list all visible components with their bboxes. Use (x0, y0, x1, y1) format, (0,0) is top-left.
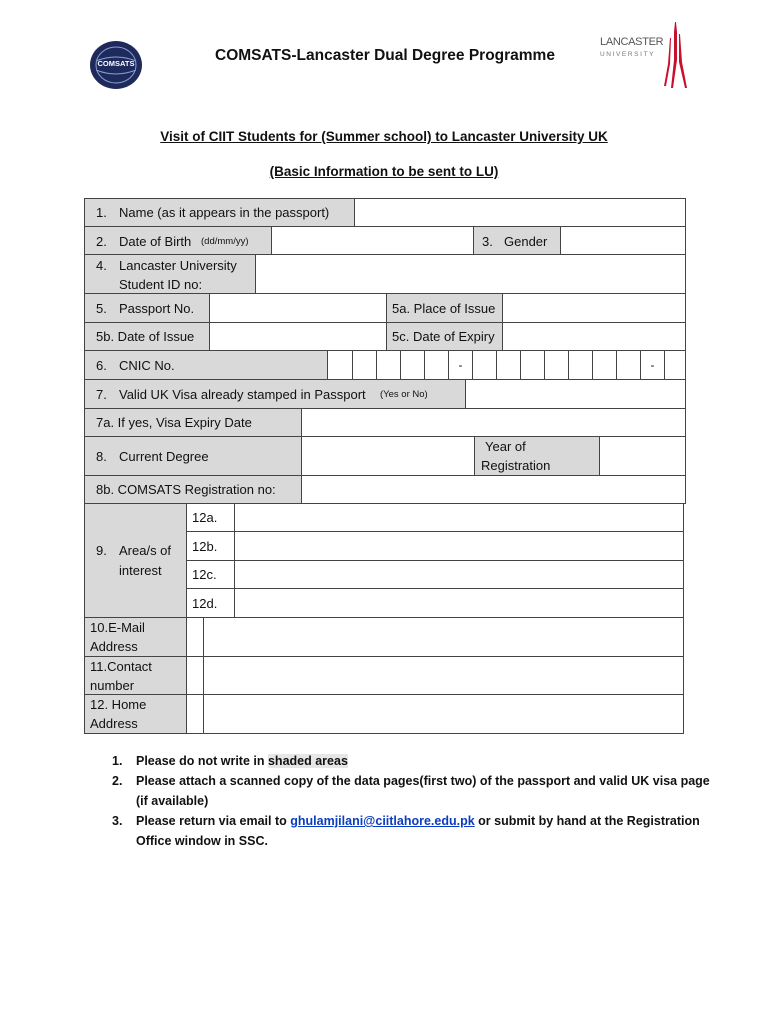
interest-field-12d[interactable] (234, 588, 684, 618)
year-label-line2: Registration (481, 458, 551, 473)
year-field[interactable] (599, 436, 686, 476)
cnic-digit-box[interactable] (521, 351, 545, 379)
name-field[interactable] (354, 198, 686, 227)
degree-number: 8. (96, 449, 107, 464)
visaexp-field[interactable] (301, 408, 686, 437)
gender-field[interactable] (560, 226, 686, 255)
reg-label: 8b. COMSATS Registration no: (96, 482, 276, 497)
visaexp-label-cell (84, 408, 302, 437)
dob-label: Date of Birth (119, 234, 192, 249)
interest-label-line1: Area/s of (119, 543, 172, 558)
cnic-separator: - (449, 351, 473, 379)
contact-spacer-cell (186, 656, 204, 695)
place-label-cell (386, 293, 503, 323)
subtitle-visit: Visit of CIIT Students for (Summer school) to Lancaster University UK (160, 129, 608, 144)
passport-label: Passport No. (119, 301, 195, 316)
year-label-line1: Year of (485, 439, 526, 454)
interest-row-12c-label (186, 560, 235, 589)
interest-label-cell (84, 503, 187, 618)
cnic-field[interactable] (327, 350, 686, 380)
visaexp-label: 7a. If yes, Visa Expiry Date (96, 415, 252, 430)
studentid-number: 4. (96, 258, 107, 273)
note-1-text (136, 751, 348, 771)
interest-row-label: 12b. (192, 539, 218, 554)
note-3-suffix: or submit by hand at the Registration (474, 814, 700, 828)
interest-number: 9. (96, 543, 107, 558)
passport-field[interactable] (209, 293, 387, 323)
email-spacer-cell (186, 617, 204, 657)
note-3-prefix: Please return via email to (136, 814, 291, 828)
interest-row-label: 12d. (192, 596, 218, 611)
gender-label-cell (473, 226, 561, 255)
reg-field[interactable] (301, 475, 686, 504)
name-number: 1. (96, 205, 107, 220)
studentid-field[interactable] (255, 254, 686, 294)
degree-label: Current Degree (119, 449, 209, 464)
visa-number: 7. (96, 387, 107, 402)
interest-field-12b[interactable] (234, 531, 684, 561)
address-label-cell (84, 694, 187, 734)
studentid-label-line2: Student ID no: (119, 277, 203, 292)
note-3-line2: Office window in SSC. (136, 834, 268, 848)
contact-label-line1: 11.Contact (90, 659, 152, 674)
visa-label: Valid UK Visa already stamped in Passport (119, 387, 366, 402)
cnic-digit-box[interactable] (665, 351, 687, 379)
cnic-digit-box[interactable] (569, 351, 593, 379)
note-2-line2: (if available) (136, 794, 209, 808)
contact-field[interactable] (203, 656, 684, 695)
note-1-prefix: Please do not write in (136, 754, 268, 768)
cnic-digit-box[interactable] (425, 351, 449, 379)
email-link[interactable]: ghulamjilani@ciitlahore.edu.pk (290, 814, 475, 828)
doe-label: 5c. Date of Expiry (392, 329, 495, 344)
cnic-digit-box[interactable] (353, 351, 377, 379)
doi-field[interactable] (209, 322, 387, 351)
degree-field[interactable] (301, 436, 475, 476)
note-number: 1. (112, 754, 123, 768)
cnic-label: CNIC No. (119, 358, 175, 373)
visa-field[interactable] (465, 379, 686, 409)
passport-label-cell (84, 293, 210, 323)
interest-row-12a-label (186, 503, 235, 532)
email-label-cell (84, 617, 187, 657)
place-label: 5a. Place of Issue (392, 301, 496, 316)
document-title: COMSATS-Lancaster Dual Degree Programme (215, 47, 555, 64)
cnic-number: 6. (96, 358, 107, 373)
name-label: Name (as it appears in the passport) (119, 205, 330, 220)
note-number: 2. (112, 774, 123, 788)
interest-row-12b-label (186, 531, 235, 561)
gender-label: Gender (504, 234, 548, 249)
gender-number: 3. (482, 234, 493, 249)
subtitle-basic-info: (Basic Information to be sent to LU) (269, 164, 499, 179)
cnic-digit-box[interactable] (328, 351, 353, 379)
interest-row-label: 12c. (192, 567, 217, 582)
lancaster-tower-icon (660, 20, 692, 90)
note-3-text (136, 811, 700, 831)
address-label-line2: Address (90, 716, 138, 731)
dob-label-cell (84, 226, 272, 255)
reg-label-cell (84, 475, 302, 504)
name-label-cell (84, 198, 355, 227)
cnic-digit-box[interactable] (617, 351, 641, 379)
cnic-digit-box[interactable] (545, 351, 569, 379)
cnic-digit-box[interactable] (377, 351, 401, 379)
year-label-cell (474, 436, 600, 476)
note-number: 3. (112, 814, 123, 828)
doi-label: 5b. Date of Issue (96, 329, 195, 344)
doe-label-cell (386, 322, 503, 351)
address-spacer-cell (186, 694, 204, 734)
email-field[interactable] (203, 617, 684, 657)
comsats-logo-text: COMSATS (97, 59, 135, 68)
dob-number: 2. (96, 234, 107, 249)
email-label-line1: 10.E-Mail (90, 620, 145, 635)
lancaster-logo (598, 20, 693, 92)
dob-hint: (dd/mm/yy) (201, 236, 249, 247)
lancaster-logo-line2: UNIVERSITY (600, 51, 656, 58)
doi-label-cell (84, 322, 210, 351)
interest-field-12a[interactable] (234, 503, 684, 532)
degree-label-cell (84, 436, 302, 476)
place-field[interactable] (502, 293, 686, 323)
interest-label-line2: interest (119, 563, 162, 578)
address-label-line1: 12. Home (90, 697, 147, 712)
interest-field-12c[interactable] (234, 560, 684, 589)
visa-hint: (Yes or No) (380, 389, 428, 400)
interest-row-label: 12a. (192, 510, 218, 525)
lancaster-logo-line1: LANCASTER (600, 36, 664, 48)
cnic-digit-box[interactable] (593, 351, 617, 379)
passport-number: 5. (96, 301, 107, 316)
cnic-digit-box[interactable] (401, 351, 425, 379)
contact-label-line2: number (90, 678, 135, 693)
comsats-logo (88, 39, 144, 91)
cnic-digit-box[interactable] (497, 351, 521, 379)
address-field[interactable] (203, 694, 684, 734)
cnic-label-cell (84, 350, 328, 380)
studentid-label-line1: Lancaster University (119, 258, 237, 273)
interest-row-12d-label (186, 588, 235, 618)
dob-field[interactable] (271, 226, 474, 255)
note-1-highlight: shaded areas (267, 754, 348, 768)
cnic-digit-box[interactable] (473, 351, 497, 379)
visa-label-cell (84, 379, 466, 409)
studentid-label-cell (84, 254, 256, 294)
contact-label-cell (84, 656, 187, 695)
doe-field[interactable] (502, 322, 686, 351)
email-label-line2: Address (90, 639, 138, 654)
cnic-separator: - (641, 351, 665, 379)
note-2-line1: Please attach a scanned copy of the data pages(first two) of the passport and valid UK visa page (136, 774, 710, 788)
